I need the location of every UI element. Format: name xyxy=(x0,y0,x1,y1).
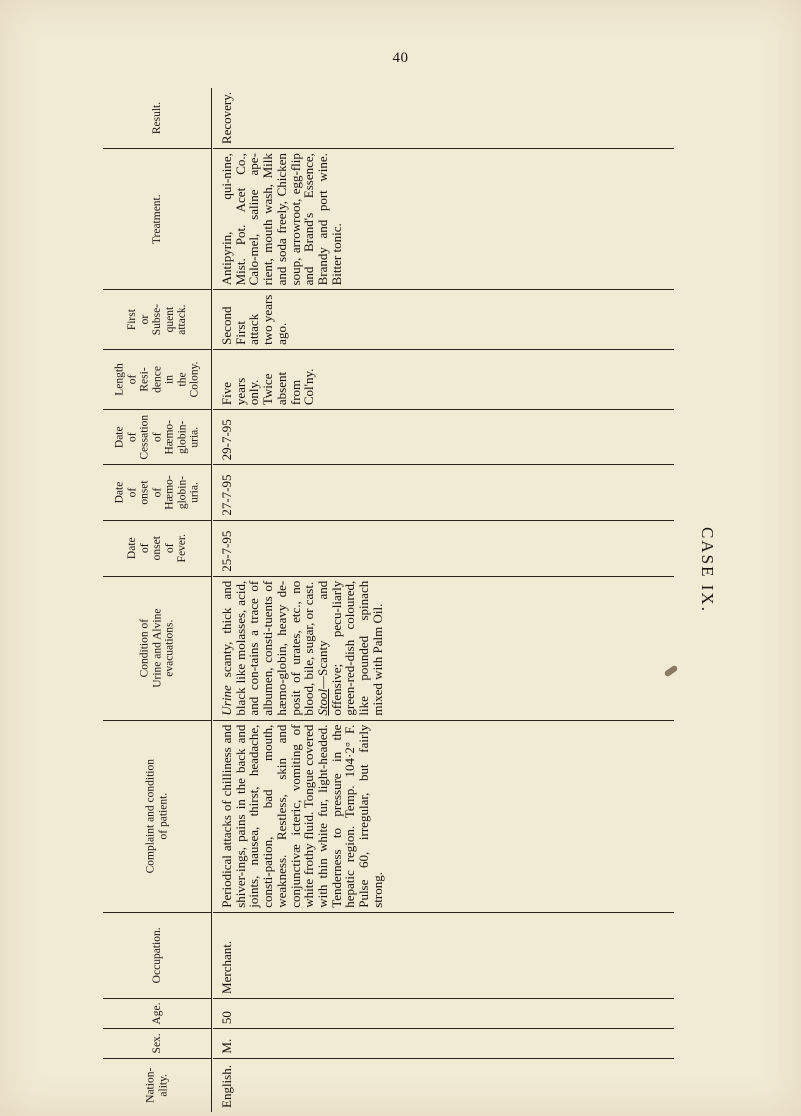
cell-treatment: Antipyrin, qui-nine, Mist. Pot. Acet Co., Calo-mel, saline ape-rient, mouth wash, Milk and soda freely, Chicken soup, arrowroot, egg-flip and Brand's Essence, Brandy and port wine. Bitter tonic. xyxy=(213,148,674,289)
header-hb-cessation: Date of Cessation of Hæmo- globin- uria. xyxy=(103,409,211,464)
cell-hb-onset: 27-7-95 xyxy=(213,464,674,519)
header-treatment: Treatment. xyxy=(103,148,211,289)
header-residence: Length of Resi- dence in the Colony. xyxy=(103,349,211,409)
header-age: Age. xyxy=(103,998,211,1028)
cell-residence: Five years only. Twice absent from Col'ny. xyxy=(213,349,674,409)
header-complaint: Complaint and condition of patient. xyxy=(103,720,211,912)
case-table xyxy=(103,88,674,1112)
header-result: Result. xyxy=(150,101,163,135)
cell-age: 50 xyxy=(213,998,674,1028)
stool-label: Stool xyxy=(314,688,330,716)
header-urine: Condition of Urine and Alvine evacuations. xyxy=(103,576,211,720)
header-hb-onset: Date of onset of Hæmo- globin- uria. xyxy=(103,464,211,519)
cell-urine xyxy=(213,576,674,720)
header-fever-onset: Date of onset of Fever. xyxy=(103,520,211,576)
cell-sex: M. xyxy=(213,1028,674,1057)
cell-hb-cessation: 29-7-95 xyxy=(213,409,674,464)
header-occupation: Occupation. xyxy=(103,912,211,998)
cell-nationality: English. xyxy=(213,1058,674,1112)
header-attack: First or Subse- quent attack. xyxy=(103,289,211,348)
case-title: CASE IX. xyxy=(698,527,717,613)
urine-label: Urine xyxy=(219,685,234,716)
page-number: 40 xyxy=(392,50,409,66)
cell-occupation: Merchant. xyxy=(213,912,674,998)
stool-description: —Scanty and offensive; pecu-liarly green-red-dish coloured, like pounded spinach mixed with Palm Oil. xyxy=(314,580,385,716)
cell-complaint: Periodical attacks of chilliness and shiver-ings, pains in the back and joints, nausea, thirst, headache, consti-pation, bad mouth, weakness. Restless, skin and conjunctivæ icteric, vomiting of white frothy fluid. Tongue covered with thin white fur, light-headed. Tenderness to pressure in the hepatic region. Temp. 104·2° F. Pulse 60, irregular, but fairly strong. xyxy=(213,720,674,912)
header-sex: Sex. xyxy=(103,1028,211,1057)
case-row xyxy=(213,88,674,1112)
urine-stool-text xyxy=(213,577,384,720)
header-nationality: Nation- ality. xyxy=(103,1058,211,1112)
cell-fever-onset: 25-7-95 xyxy=(213,520,674,576)
header-row xyxy=(103,88,212,1112)
cell-attack: Second First attack two years ago. xyxy=(213,289,674,348)
urine-description: scanty, thick and black like molasses, acid, and con-tains a trace of albumen, consti-tuents of hæmo-globin, heavy de-posit of urates, etc., no blood, bile, sugar, or cast. xyxy=(219,580,317,716)
cell-result: Recovery. xyxy=(219,91,234,145)
